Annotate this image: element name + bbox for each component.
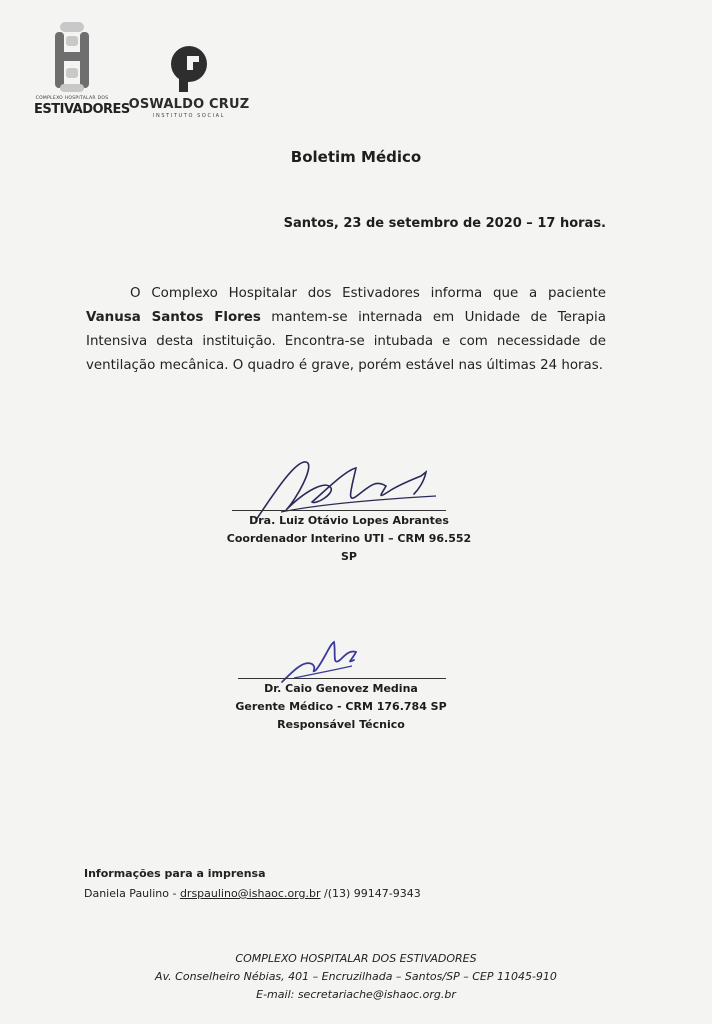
document-title: Boletim Médico: [290, 148, 422, 166]
signature-1-line: [232, 510, 446, 511]
signature-2-role2: Responsável Técnico: [277, 718, 405, 731]
press-heading: Informações para a imprensa: [84, 867, 266, 880]
paragraph-part2: mantem-se internada em Unidade de Terapia Intensiva desta instituição. Encontra-se intubada e com necessidade de ventilação mecânica. O quadro é grave, porém estável nas últimas 24 horas.: [86, 310, 606, 373]
footer-address: Av. Conselheiro Nébias, 401 – Encruzilhada – Santos/SP – CEP 11045-910: [155, 970, 557, 983]
bulletin-paragraph: [86, 282, 606, 378]
press-info: [84, 864, 421, 904]
footer-line1: COMPLEXO HOSPITALAR DOS ESTIVADORES: [235, 952, 477, 965]
paragraph-part1: O Complexo Hospitalar dos Estivadores informa que a paciente: [130, 286, 606, 301]
signature-2-line: [238, 678, 446, 679]
press-email-link[interactable]: drspaulino@ishaoc.org.br: [179, 887, 321, 900]
oswaldo-cruz-name: OSWALDO CRUZ: [128, 97, 250, 112]
footer: [0, 950, 712, 1004]
logo-oswaldo-cruz: [124, 46, 254, 119]
oswaldo-cruz-emblem-icon: [169, 46, 209, 92]
date-line: Santos, 23 de setembro de 2020 – 17 horas.: [283, 216, 606, 231]
patient-name: Vanusa Santos Flores: [86, 310, 261, 325]
estivadores-emblem-icon: [52, 22, 92, 92]
signature-1: [218, 512, 480, 566]
signature-2-role: Gerente Médico - CRM 176.784 SP: [235, 700, 447, 713]
press-contact-name: Daniela Paulino -: [84, 887, 180, 900]
oswaldo-cruz-subtitle: INSTITUTO SOCIAL: [152, 113, 226, 119]
footer-email: E-mail: secretariache@ishaoc.org.br: [256, 988, 456, 1001]
signature-2: [232, 680, 450, 734]
press-phone: /(13) 99147-9343: [320, 887, 421, 900]
press-contact: [84, 884, 421, 904]
logo-estivadores: [34, 22, 130, 117]
signature-1-name: Dra. Luiz Otávio Lopes Abrantes: [249, 514, 449, 527]
signature-1-role: Coordenador Interino UTI – CRM 96.552 SP: [226, 532, 472, 563]
estivadores-name: ESTIVADORES: [34, 102, 130, 117]
signature-2-name: Dr. Caio Genovez Medina: [264, 682, 418, 695]
estivadores-small-text: COMPLEXO HOSPITALAR DOS: [35, 96, 109, 101]
